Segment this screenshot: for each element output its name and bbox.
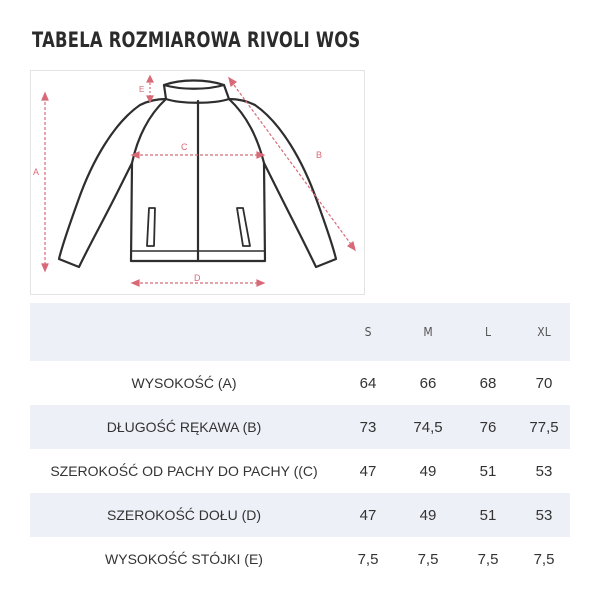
label-a: A bbox=[33, 167, 40, 177]
table-row bbox=[30, 493, 570, 537]
cell-value: 47 bbox=[359, 462, 377, 480]
label-d: D bbox=[194, 273, 201, 283]
cell-value: 49 bbox=[419, 462, 437, 480]
table-row bbox=[30, 449, 570, 493]
cell-value: 64 bbox=[359, 374, 377, 392]
cell-value: 68 bbox=[479, 374, 497, 392]
cell-value: 49 bbox=[419, 506, 437, 524]
size-header-s: S bbox=[364, 325, 372, 339]
jacket-diagram bbox=[30, 70, 365, 295]
cell-value: 7,5 bbox=[533, 550, 555, 568]
table-row bbox=[30, 361, 570, 405]
jacket-illustration bbox=[31, 71, 366, 296]
table-row bbox=[30, 537, 570, 581]
row-label: WYSOKOŚĆ (A) bbox=[131, 375, 237, 391]
cell-value: 77,5 bbox=[529, 418, 559, 436]
cell-value: 7,5 bbox=[417, 550, 439, 568]
cell-value: 53 bbox=[535, 506, 553, 524]
table-header-row bbox=[30, 303, 570, 361]
table-row bbox=[30, 405, 570, 449]
label-c: C bbox=[181, 142, 188, 152]
cell-value: 53 bbox=[535, 462, 553, 480]
label-b: B bbox=[316, 150, 323, 160]
row-label: SZEROKOŚĆ DOŁU (D) bbox=[106, 507, 261, 523]
pocket-left bbox=[147, 208, 155, 246]
cell-value: 74,5 bbox=[413, 418, 443, 436]
cell-value: 66 bbox=[419, 374, 437, 392]
cell-value: 47 bbox=[359, 506, 377, 524]
cell-value: 76 bbox=[479, 418, 497, 436]
cell-value: 51 bbox=[479, 462, 497, 480]
collar-top bbox=[164, 85, 224, 89]
size-header-xl: XL bbox=[537, 325, 551, 339]
size-header-m: M bbox=[423, 325, 433, 339]
cell-value: 70 bbox=[535, 374, 553, 392]
row-label: DŁUGOŚĆ RĘKAWA (B) bbox=[106, 419, 262, 435]
pocket-right bbox=[237, 208, 250, 246]
page-title: TABELA ROZMIAROWA RIVOLI WOS bbox=[32, 28, 361, 52]
cell-value: 7,5 bbox=[477, 550, 499, 568]
row-label: WYSOKOŚĆ STÓJKI (E) bbox=[105, 551, 263, 567]
cell-value: 7,5 bbox=[357, 550, 379, 568]
cell-value: 73 bbox=[359, 418, 377, 436]
size-header-l: L bbox=[484, 325, 491, 339]
size-table bbox=[30, 303, 570, 581]
header-empty-cell bbox=[30, 303, 338, 361]
cell-value: 51 bbox=[479, 506, 497, 524]
row-label: SZEROKOŚĆ OD PACHY DO PACHY ((C) bbox=[50, 463, 318, 479]
label-e: E bbox=[139, 85, 145, 94]
